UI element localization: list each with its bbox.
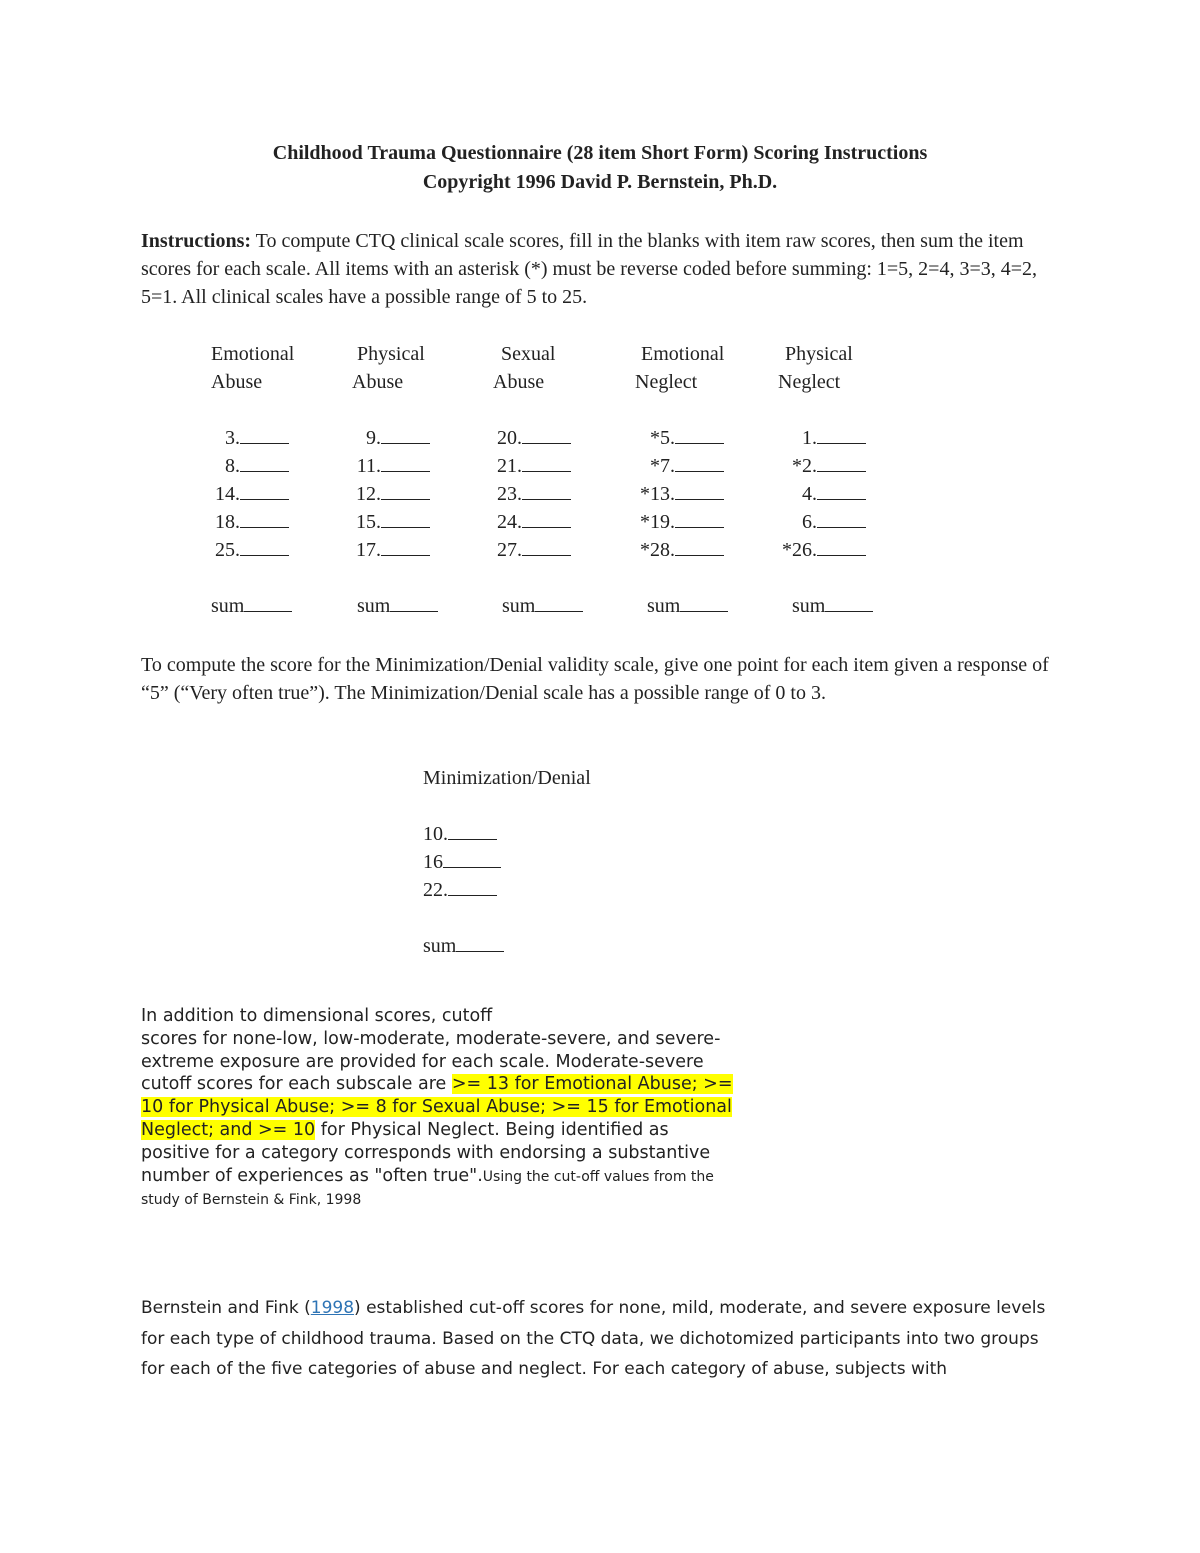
scale-column-physical-abuse [352,340,438,620]
sum-label: sum [647,595,681,617]
item-row [211,536,294,564]
item-row [352,424,438,452]
item-row [493,536,583,564]
item-row [778,424,873,452]
item-number: 17. [356,539,381,561]
copyright-line: Copyright 1996 David P. Bernstein, Ph.D. [422,171,778,193]
item-row [423,820,591,848]
cutoff-text-c: for Physical Neglect. Being identified as positive for a category corresponds with endorsing a substantive number of experiences as "often true". [141,1119,711,1186]
item-row [635,480,728,508]
item-blank[interactable] [381,480,430,500]
item-number: *2. [792,455,817,477]
item-blank[interactable] [381,452,430,472]
item-row [635,452,728,480]
item-number: *26. [782,539,817,561]
item-blank[interactable] [817,536,866,556]
item-blank[interactable] [522,452,571,472]
item-number: 25. [215,539,240,561]
sum-label: sum [792,595,826,617]
scale-column-physical-neglect [778,340,873,620]
sum-blank[interactable] [390,592,438,612]
item-blank[interactable] [240,452,289,472]
item-number: 15. [356,511,381,533]
item-row [352,480,438,508]
scale-header-line1: Sexual [501,343,556,365]
item-blank[interactable] [381,508,430,528]
item-number: 11. [356,455,381,477]
item-number: 4. [802,483,817,505]
spacer [423,792,591,820]
item-number: 21. [497,455,522,477]
item-number: *7. [650,455,675,477]
scale-header [778,340,873,424]
item-row [778,536,873,564]
sum-label: sum [211,595,245,617]
item-number: 12. [356,483,381,505]
item-row [211,508,294,536]
item-row [635,424,728,452]
scale-header-line1: Emotional [641,343,725,365]
item-number: 24. [497,511,522,533]
minimization-block [423,764,591,960]
cutoff-text-a: In addition to dimensional scores, cutoff [141,1006,493,1026]
instructions-label: Instructions: [141,230,252,252]
item-number: 3. [225,427,240,449]
scale-header [635,340,728,424]
scale-header-line1: Physical [357,343,425,365]
bottom-text-before: Bernstein and Fink ( [141,1298,311,1318]
item-blank[interactable] [675,424,724,444]
minimization-title: Minimization/Denial [423,767,591,789]
item-blank[interactable] [817,452,866,472]
sum-label: sum [357,595,391,617]
page-title: Childhood Trauma Questionnaire (28 item Short Form) Scoring Instructions [272,142,928,164]
bottom-text-after: ) established cut-off scores for none, mild, moderate, and severe exposure levels for each type of childhood trauma. Based on the CTQ data, we dichotomized participants into two groups for each of the five categories of abuse and neglect. For each category of abuse, subjects with [141,1298,1046,1379]
item-number: 9. [366,427,381,449]
item-number: 16 [423,851,443,873]
item-number: *19. [640,511,675,533]
sum-blank[interactable] [456,932,504,952]
scale-column-emotional-abuse [211,340,294,620]
sum-row [778,592,873,620]
item-number: 27. [497,539,522,561]
sum-row [352,592,438,620]
item-number: 18. [215,511,240,533]
scale-header-line2: Abuse [352,371,404,393]
scale-header-line2: Abuse [493,371,545,393]
sum-blank[interactable] [244,592,292,612]
instructions-paragraph [141,227,1071,311]
sum-blank[interactable] [535,592,583,612]
item-blank[interactable] [522,424,571,444]
item-row [211,452,294,480]
item-row [211,480,294,508]
item-blank[interactable] [817,508,866,528]
item-row [352,508,438,536]
item-number: *13. [640,483,675,505]
item-row [211,424,294,452]
item-row [778,480,873,508]
sum-label: sum [423,935,457,957]
sum-row [211,592,294,620]
item-blank[interactable] [675,536,724,556]
item-blank[interactable] [381,424,430,444]
item-blank[interactable] [240,480,289,500]
scale-header [211,340,294,424]
item-row [493,480,583,508]
cutoff-paragraph [141,1005,741,1212]
item-number: 8. [225,455,240,477]
item-blank[interactable] [443,848,501,868]
item-row [423,848,591,876]
scale-header-line1: Physical [785,343,853,365]
item-row [423,876,591,904]
item-number: 10. [423,823,448,845]
item-row [493,508,583,536]
sum-label: sum [502,595,536,617]
item-number: *5. [650,427,675,449]
item-blank[interactable] [522,508,571,528]
scale-column-sexual-abuse [493,340,583,620]
item-row [493,424,583,452]
item-blank[interactable] [240,424,289,444]
item-blank[interactable] [240,508,289,528]
scale-header [493,340,583,424]
cutoff-source: Using the cut-off values from the study of Bernstein & Fink, 1998 [141,1168,714,1209]
item-blank[interactable] [522,536,571,556]
scale-header-line1: Emotional [211,343,295,365]
item-number: 14. [215,483,240,505]
sum-row [423,932,591,960]
item-row [778,452,873,480]
minimization-paragraph: To compute the score for the Minimization/Denial validity scale, give one point for each item given a response of “5” (“Very often true”). The Minimization/Denial scale has a possible range of 0 to 3. [141,654,1049,704]
item-blank[interactable] [817,424,866,444]
item-blank[interactable] [381,536,430,556]
item-blank[interactable] [675,508,724,528]
item-blank[interactable] [817,480,866,500]
item-number: 20. [497,427,522,449]
item-row [635,536,728,564]
cutoff-text-b: scores for none-low, low-moderate, moderate-severe, and severe-extreme exposure are provided for each scale. Moderate-severe cutoff scores for each subscale are [141,1028,721,1095]
item-row [352,452,438,480]
sum-row [635,592,728,620]
item-row [635,508,728,536]
item-row [352,536,438,564]
item-blank[interactable] [448,876,497,896]
cutoff-highlight: >= 13 for Emotional Abuse; >= 10 for Physical Abuse; >= 8 for Sexual Abuse; >= 15 for Emotional Neglect; and >= 10 [141,1074,733,1140]
item-blank[interactable] [675,452,724,472]
scale-column-emotional-neglect [635,340,728,620]
item-row [493,452,583,480]
sum-blank[interactable] [825,592,873,612]
item-blank[interactable] [240,536,289,556]
citation-link[interactable]: 1998 [310,1298,355,1318]
scale-header-line2: Neglect [635,371,698,393]
sum-row [493,592,583,620]
bottom-paragraph [141,1293,1061,1385]
scale-header-line2: Neglect [778,371,841,393]
item-number: 6. [802,511,817,533]
sum-blank[interactable] [680,592,728,612]
scale-header [352,340,438,424]
instructions-text: To compute CTQ clinical scale scores, fill in the blanks with item raw scores, then sum the item scores for each scale. All items with an asterisk (*) must be reverse coded before summing: 1=5, 2=4, 3=3, 4=2, 5=1. All clinical scales have a possible range of 5 to 25. [141,230,1037,308]
item-blank[interactable] [448,820,497,840]
item-number: *28. [640,539,675,561]
scale-header-line2: Abuse [211,371,263,393]
spacer [423,904,591,932]
item-row [778,508,873,536]
item-number: 22. [423,879,448,901]
item-number: 1. [802,427,817,449]
item-number: 23. [497,483,522,505]
item-blank[interactable] [675,480,724,500]
item-blank[interactable] [522,480,571,500]
